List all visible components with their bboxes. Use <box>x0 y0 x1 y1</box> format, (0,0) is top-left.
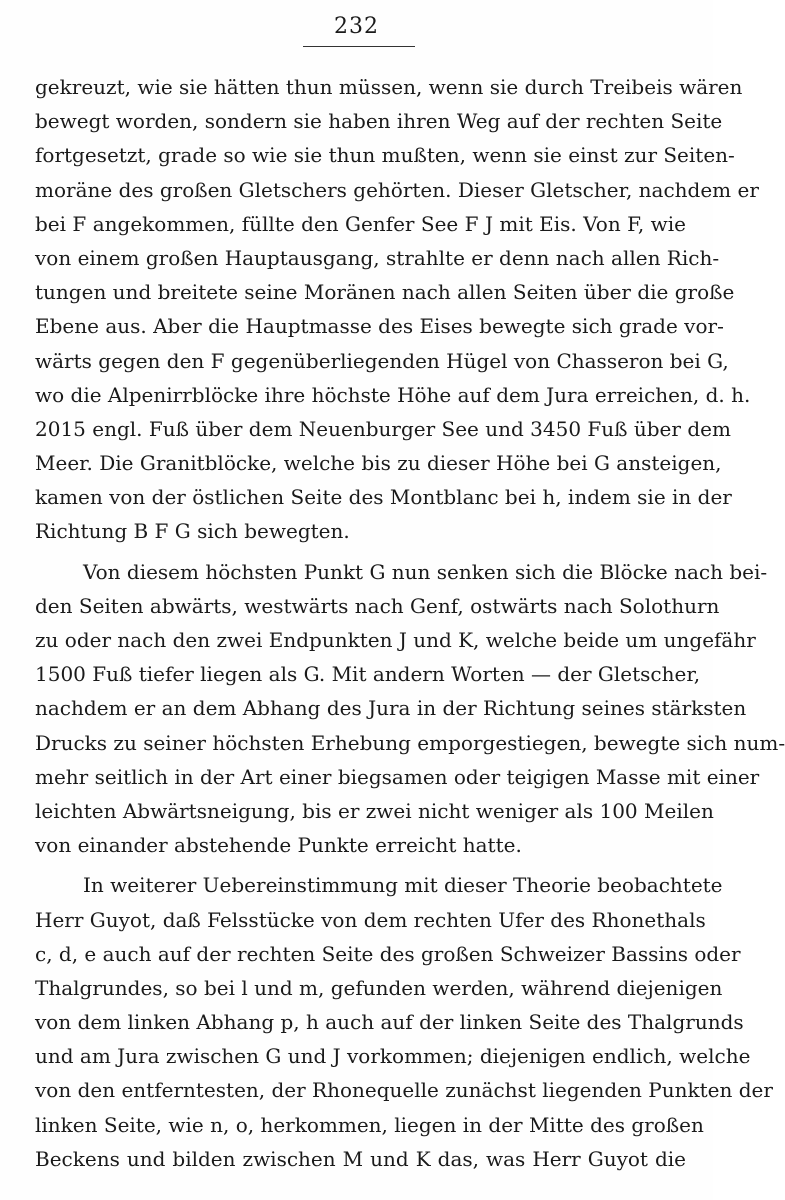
text-line: Beckens und bilden zwischen M und K das, was Herr Guyot die <box>35 1146 686 1171</box>
text-line: von dem linken Abhang p, h auch auf der linken Seite des Thalgrunds <box>35 1010 744 1035</box>
text-line: von den entferntesten, der Rhonequelle zunächst liegenden Punkten der <box>35 1078 773 1103</box>
text-line: und am Jura zwischen G und J vorkommen; diejenigen endlich, welche <box>35 1044 751 1069</box>
text-line: Richtung B F G sich bewegten. <box>35 519 350 544</box>
text-line: den Seiten abwärts, westwärts nach Genf, ostwärts nach Solothurn <box>35 593 720 618</box>
text-line: c, d, e auch auf der rechten Seite des großen Schweizer Bassins oder <box>35 941 741 966</box>
text-line: mehr seitlich in der Art einer biegsamen oder teigigen Masse mit einer <box>35 764 760 789</box>
text-line: nachdem er an dem Abhang des Jura in der Richtung seines stärksten <box>35 696 747 721</box>
text-line: moräne des großen Gletschers gehörten. Dieser Gletscher, nachdem er <box>35 177 759 202</box>
text-line: Thalgrundes, so bei l und m, gefunden werden, während diejenigen <box>35 975 723 1000</box>
text-line: wo die Alpenirrblöcke ihre höchste Höhe auf dem Jura erreichen, d. h. <box>35 382 751 407</box>
text-line: wärts gegen den F gegenüberliegenden Hügel von Chasseron bei G, <box>35 348 729 373</box>
text-line: Drucks zu seiner höchsten Erhebung emporgestiegen, bewegte sich num- <box>35 730 785 755</box>
text-line: 2015 engl. Fuß über dem Neuenburger See und 3450 Fuß über dem <box>35 416 731 441</box>
text-line: In weiterer Uebereinstimmung mit dieser Theorie beobachtete <box>83 873 723 898</box>
text-line: von einem großen Hauptausgang, strahlte er denn nach allen Rich- <box>35 245 720 270</box>
text-line: Von diesem höchsten Punkt G nun senken sich die Blöcke nach bei- <box>83 559 768 584</box>
text-line: tungen und breitete seine Moränen nach allen Seiten über die große <box>35 280 735 305</box>
text-line: Herr Guyot, daß Felsstücke von dem rechten Ufer des Rhonethals <box>35 907 706 932</box>
text-line: zu oder nach den zwei Endpunkten J und K, welche beide um ungefähr <box>35 628 756 652</box>
text-line: bei F angekommen, füllte den Genfer See F J mit Eis. Von F, wie <box>35 211 686 236</box>
text-line: gekreuzt, wie sie hätten thun müssen, wenn sie durch Treibeis wären <box>35 75 743 99</box>
text-line: kamen von der östlichen Seite des Montblanc bei h, indem sie in der <box>35 485 732 510</box>
text-line: bewegt worden, sondern sie haben ihren Weg auf der rechten Seite <box>35 109 723 134</box>
text-line: 1500 Fuß tiefer liegen als G. Mit andern Worten — der Gletscher, <box>35 662 701 687</box>
paragraph-1 <box>35 70 759 549</box>
text-line: linken Seite, wie n, o, herkommen, liegen in der Mitte des großen <box>35 1112 704 1137</box>
text-line: Meer. Die Granitblöcke, welche bis zu dieser Höhe bei G ansteigen, <box>35 451 722 476</box>
text-line: leichten Abwärtsneigung, bis er zwei nicht weniger als 100 Meilen <box>35 798 714 823</box>
text-line: Ebene aus. Aber die Hauptmasse des Eises bewegte sich grade vor- <box>35 314 724 339</box>
text-line: von einander abstehende Punkte erreicht hatte. <box>35 833 522 858</box>
paragraph-2 <box>35 555 785 863</box>
body-text <box>35 70 785 1176</box>
text-line: fortgesetzt, grade so wie sie thun mußten, wenn sie einst zur Seiten- <box>35 143 735 168</box>
paragraph-3 <box>35 868 773 1176</box>
header-rule <box>303 46 415 47</box>
page-number: 232 <box>334 14 379 39</box>
